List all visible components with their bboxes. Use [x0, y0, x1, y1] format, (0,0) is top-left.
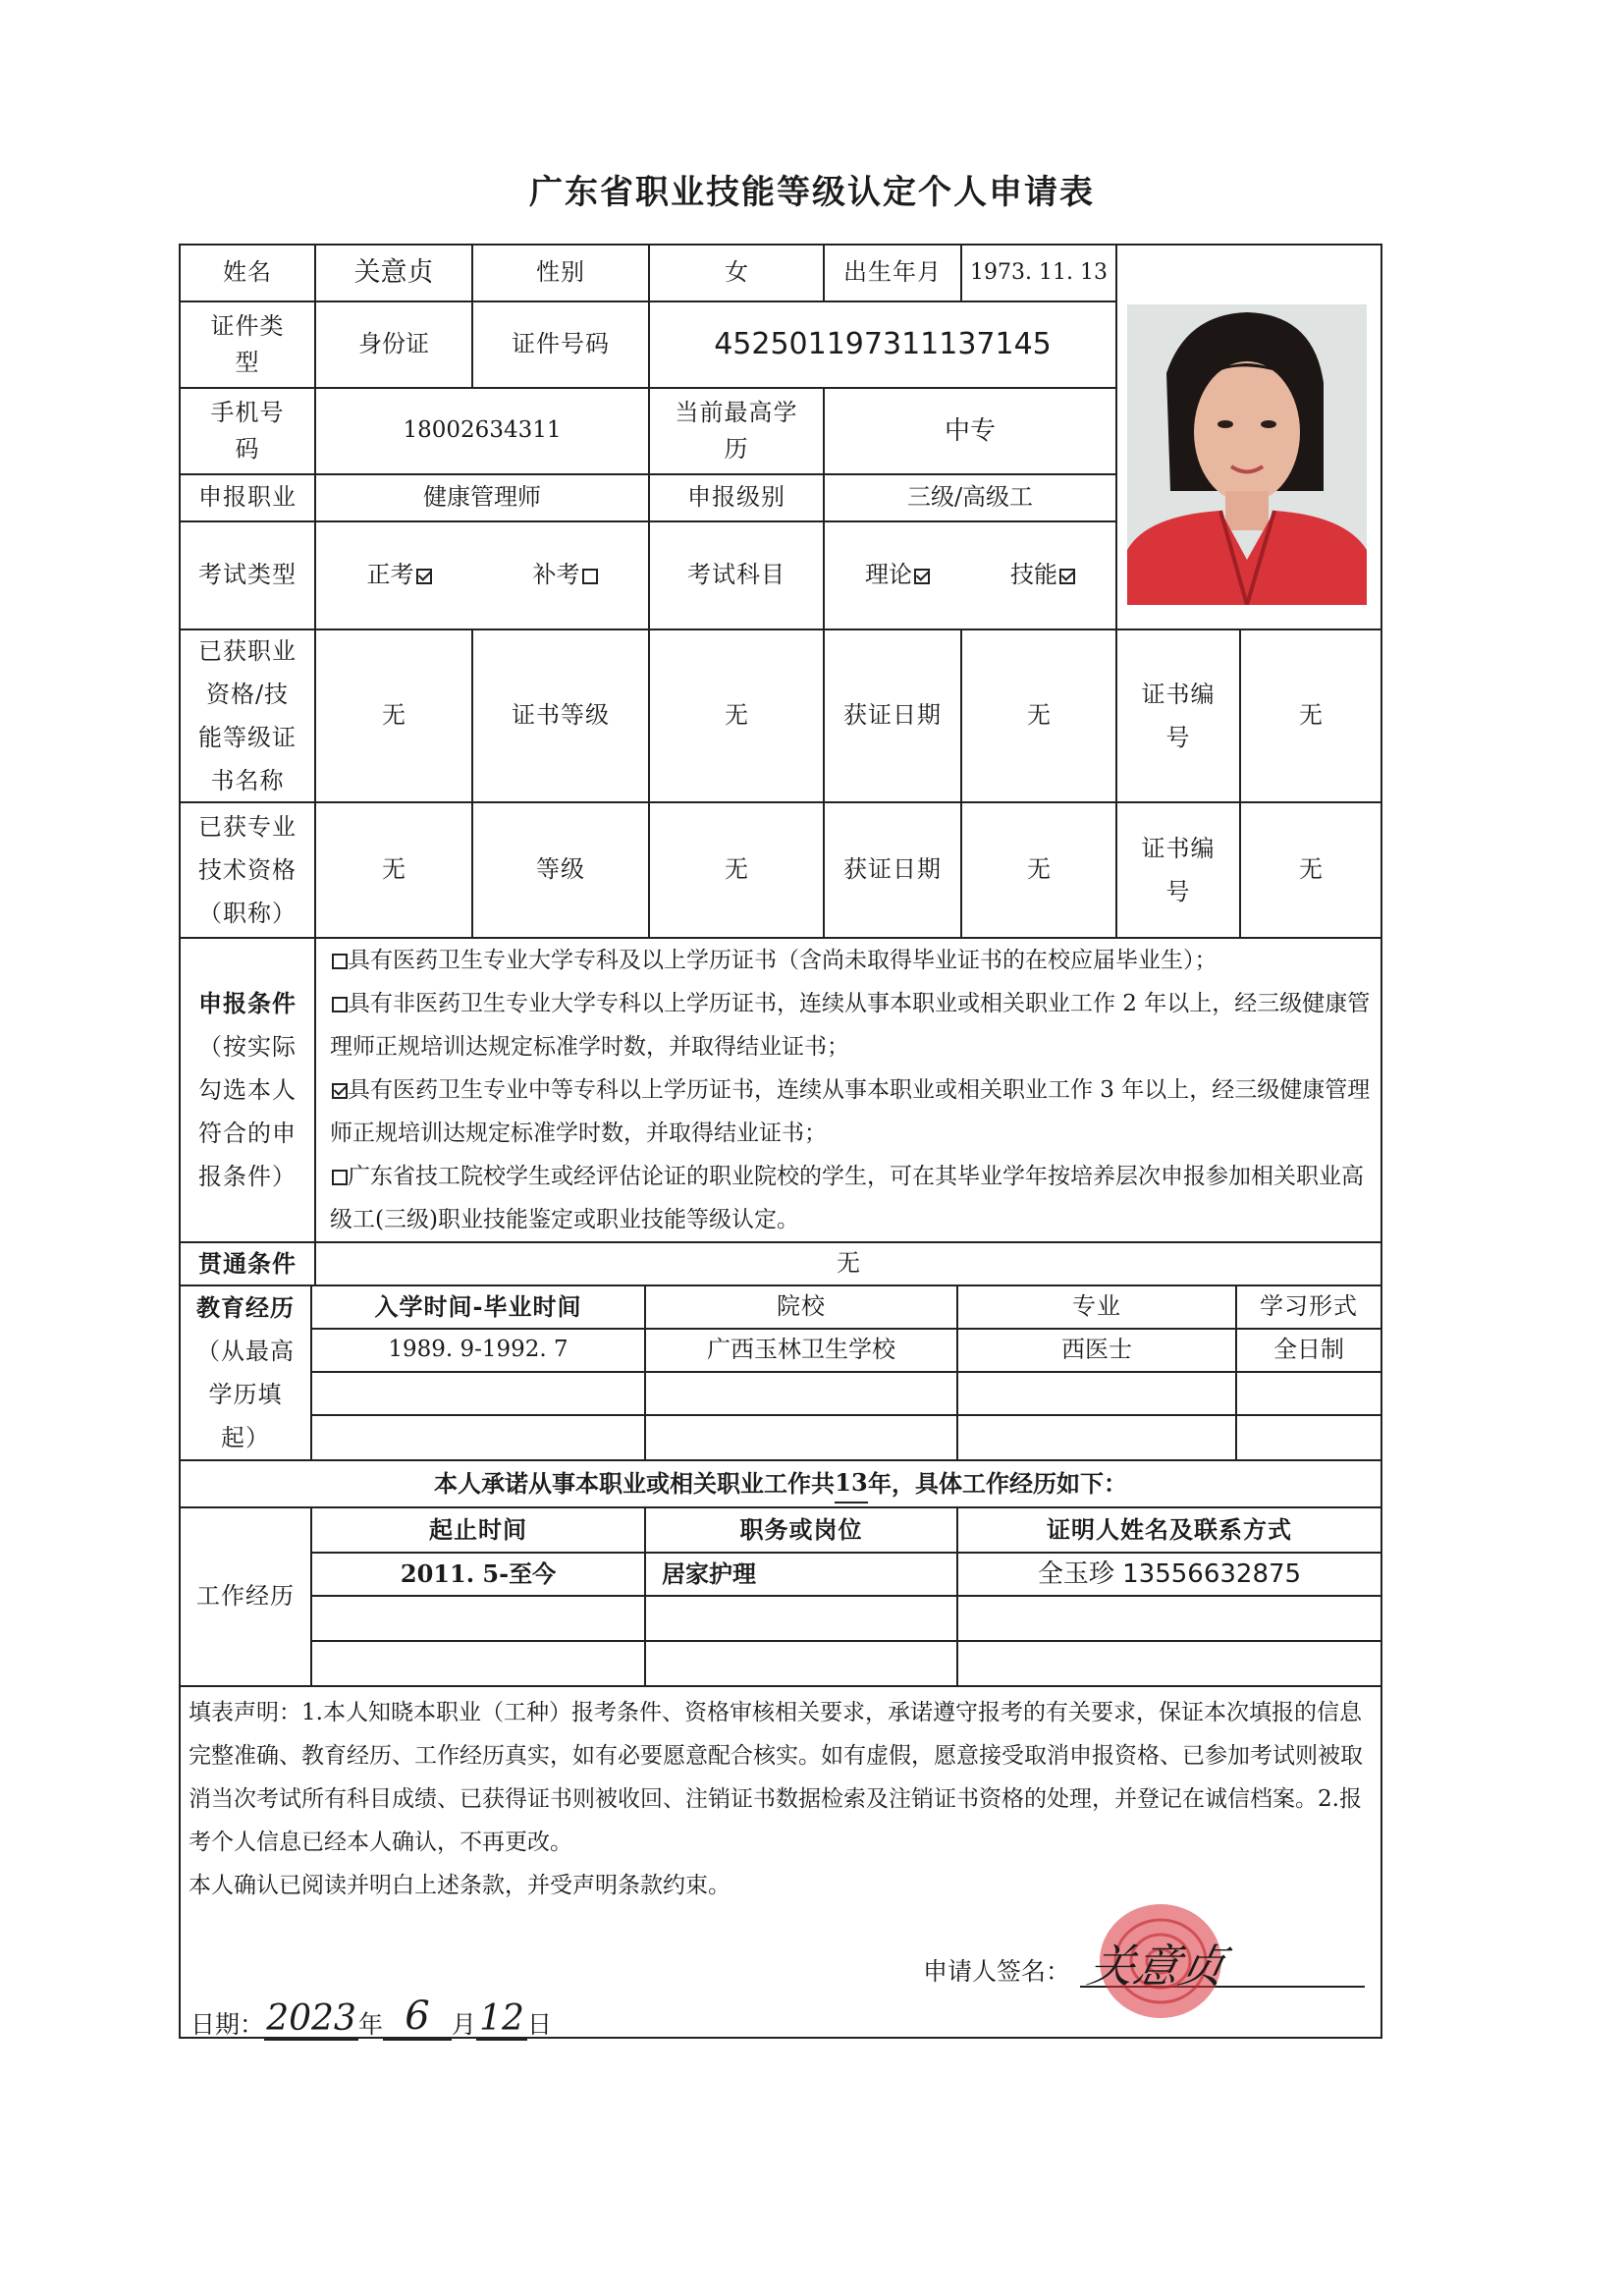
id-number-value[interactable]: 452501197311137145	[648, 301, 1117, 389]
work-row-2-reference[interactable]	[956, 1595, 1382, 1642]
work-row-2-period[interactable]	[310, 1595, 646, 1642]
condition-item[interactable]	[330, 1068, 1371, 1155]
name-label: 姓名	[179, 244, 316, 302]
edu-header-major: 专业	[956, 1285, 1237, 1330]
title-qual-number-value[interactable]: 无	[1239, 801, 1382, 939]
qualification-level-value[interactable]: 无	[648, 629, 825, 803]
edu-label-cell	[179, 1285, 312, 1461]
exam-skill-checkbox[interactable]	[1059, 569, 1075, 584]
date-year[interactable]: 2023	[264, 1998, 358, 2041]
occupation-label: 申报职业	[179, 473, 316, 522]
name-value[interactable]: 关意贞	[314, 244, 473, 302]
conditions-list	[330, 939, 1371, 1241]
education-label-text: 当前最高学历	[675, 398, 798, 463]
date-day[interactable]: 12	[476, 1998, 527, 2041]
condition-item[interactable]	[330, 939, 1371, 982]
cert-date-label: 获证日期	[823, 629, 962, 803]
signature-label: 申请人签名：	[923, 1957, 1071, 1986]
exam-skill-option[interactable]	[1010, 557, 1075, 593]
signature-value[interactable]: 关意贞	[1083, 1940, 1231, 1993]
edu-row-1-mode[interactable]: 全日制	[1235, 1328, 1382, 1373]
exam-makeup-label: 补考	[532, 561, 580, 589]
date-month-unit: 月	[452, 2010, 477, 2039]
title-cert-no-label	[1115, 801, 1241, 939]
edu-header-period: 入学时间-毕业时间	[310, 1285, 646, 1330]
id-type-label	[179, 301, 316, 389]
edu-row-3-period[interactable]	[310, 1414, 646, 1461]
condition-checkbox[interactable]	[332, 1083, 348, 1099]
exam-type-options	[314, 520, 650, 630]
qualification-label-text: 已获职业资格/技能等级证书名称	[198, 637, 297, 794]
edu-row-3-school[interactable]	[644, 1414, 958, 1461]
condition-checkbox[interactable]	[332, 954, 348, 969]
applicant-photo	[1127, 304, 1367, 605]
edu-header-mode: 学习形式	[1235, 1285, 1382, 1330]
work-pledge	[179, 1459, 1382, 1508]
work-row-1-reference[interactable]: 全玉珍 13556632875	[956, 1552, 1382, 1597]
condition-text: 具有医药卫生专业大学专科及以上学历证书（含尚未取得毕业证书的在校应届毕业生）；	[348, 948, 1218, 973]
level-label: 申报级别	[648, 473, 825, 522]
exam-makeup-option[interactable]	[533, 557, 598, 593]
cert-no-label-text: 证书编号	[1141, 681, 1216, 751]
grade-label: 等级	[471, 801, 650, 939]
edu-row-2-period[interactable]	[310, 1371, 646, 1416]
edu-row-1-major[interactable]: 西医士	[956, 1328, 1237, 1373]
exam-theory-label: 理论	[865, 561, 912, 589]
id-type-value[interactable]: 身份证	[314, 301, 473, 389]
exam-makeup-checkbox[interactable]	[582, 569, 598, 584]
conditions-note: （按实际勾选本人符合的申报条件）	[198, 1033, 297, 1190]
condition-item[interactable]	[330, 1155, 1371, 1241]
work-header-period: 起止时间	[310, 1506, 646, 1554]
through-value[interactable]: 无	[314, 1241, 1382, 1286]
qualification-number-value[interactable]: 无	[1239, 629, 1382, 803]
cert-no-label	[1115, 629, 1241, 803]
edu-row-1-school[interactable]: 广西玉林卫生学校	[644, 1328, 958, 1373]
date-day-unit: 日	[527, 2010, 553, 2039]
edu-row-3-mode[interactable]	[1235, 1414, 1382, 1461]
edu-row-3-major[interactable]	[956, 1414, 1237, 1461]
date-year-unit: 年	[358, 2010, 384, 2039]
condition-item[interactable]	[330, 982, 1371, 1068]
title-cert-no-label-text: 证书编号	[1141, 835, 1216, 905]
condition-text: 广东省技工院校学生或经评估论证的职业院校的学生，可在其毕业学年按培养层次申报参加相关职业高级工(三级)职业技能鉴定或职业技能等级认定。	[330, 1164, 1364, 1232]
exam-theory-checkbox[interactable]	[914, 569, 930, 584]
edu-note: （从最高学历填起）	[196, 1338, 295, 1451]
exam-type-label: 考试类型	[179, 520, 316, 630]
work-pledge-suffix: 年，具体工作经历如下：	[868, 1469, 1127, 1499]
condition-text: 具有非医药卫生专业大学专科以上学历证书，连续从事本职业或相关职业工作 2 年以上，经三级健康管理师正规培训达规定标准学时数，并取得结业证书；	[330, 991, 1371, 1060]
work-row-2-position[interactable]	[644, 1595, 958, 1642]
exam-subject-label: 考试科目	[648, 520, 825, 630]
level-value[interactable]: 三级/高级工	[823, 473, 1117, 522]
date-row	[190, 1994, 552, 2041]
date-label: 日期：	[190, 2010, 265, 2039]
exam-skill-label: 技能	[1010, 561, 1057, 589]
qualification-label	[179, 629, 316, 803]
phone-label	[179, 387, 316, 475]
title-qual-label-text: 已获专业技术资格（职称）	[198, 813, 297, 927]
exam-regular-checkbox[interactable]	[416, 569, 432, 584]
birth-label: 出生年月	[823, 244, 962, 302]
work-row-3-position[interactable]	[644, 1640, 958, 1687]
form-title: 广东省职业技能等级认定个人申请表	[529, 173, 1095, 212]
id-number-label: 证件号码	[471, 301, 650, 389]
id-type-label-text: 证件类型	[210, 311, 285, 376]
exam-regular-option[interactable]	[367, 557, 432, 593]
date-month[interactable]: 6	[383, 1994, 452, 2041]
exam-regular-label: 正考	[366, 561, 414, 589]
work-header-position: 职务或岗位	[644, 1506, 958, 1554]
title-qual-level-value[interactable]: 无	[648, 801, 825, 939]
declaration	[189, 1691, 1367, 1907]
condition-text: 具有医药卫生专业中等专科以上学历证书，连续从事本职业或相关职业工作 3 年以上，经三级健康管理师正规培训达规定标准学时数，并取得结业证书；	[330, 1077, 1371, 1146]
gender-label: 性别	[471, 244, 650, 302]
condition-checkbox[interactable]	[332, 997, 348, 1012]
title-qual-name-value[interactable]: 无	[314, 801, 473, 939]
occupation-value[interactable]: 健康管理师	[314, 473, 650, 522]
work-row-1-position[interactable]: 居家护理	[644, 1552, 958, 1597]
work-row-1-period[interactable]: 2011. 5-至今	[310, 1552, 646, 1597]
phone-label-text: 手机号码	[210, 398, 285, 463]
cert-level-label: 证书等级	[471, 629, 650, 803]
edu-row-1-period[interactable]: 1989. 9-1992. 7	[310, 1328, 646, 1373]
exam-subject-options	[823, 520, 1117, 630]
education-value[interactable]: 中专	[823, 387, 1117, 475]
edu-row-2-major[interactable]	[956, 1371, 1237, 1416]
declaration-confirm: 本人确认已阅读并明白上述条款，并受声明条款约束。	[189, 1873, 731, 1898]
declaration-text: 填表声明：1.本人知晓本职业（工种）报考条件、资格审核相关要求，承诺遵守报考的有关要求，保证本次填报的信息完整准确、教育经历、工作经历真实，如有必要愿意配合核实。如有虚假，愿意接受取消申报资格、已参加考试则被取消当次考试所有科目成绩、已获得证书则被收回、注销证书数据检索及注销证书资格的处理，并登记在诚信档案。2.报考个人信息已经本人确认，不再更改。	[189, 1700, 1363, 1855]
through-label: 贯通条件	[179, 1241, 316, 1286]
work-row-3-period[interactable]	[310, 1640, 646, 1687]
work-years-value[interactable]: 13	[835, 1464, 868, 1503]
education-label	[648, 387, 825, 475]
work-header-reference: 证明人姓名及联系方式	[956, 1506, 1382, 1554]
work-pledge-prefix: 本人承诺从事本职业或相关职业工作共	[434, 1469, 835, 1499]
work-label: 工作经历	[179, 1506, 312, 1687]
conditions-label: 申报条件	[198, 989, 297, 1017]
edu-header-school: 院校	[644, 1285, 958, 1330]
work-row-3-reference[interactable]	[956, 1640, 1382, 1687]
condition-checkbox[interactable]	[332, 1170, 348, 1185]
exam-theory-option[interactable]	[865, 557, 930, 593]
conditions-label-cell	[179, 937, 316, 1243]
birth-value[interactable]: 1973. 11. 13	[960, 244, 1117, 302]
edu-label: 教育经历	[196, 1293, 295, 1322]
title-cert-date-label: 获证日期	[823, 801, 962, 939]
edu-row-2-school[interactable]	[644, 1371, 958, 1416]
gender-value[interactable]: 女	[648, 244, 825, 302]
phone-value[interactable]: 18002634311	[314, 387, 650, 475]
title-qual-label	[179, 801, 316, 939]
edu-row-2-mode[interactable]	[1235, 1371, 1382, 1416]
title-qual-date-value[interactable]: 无	[960, 801, 1117, 939]
qualification-name-value[interactable]: 无	[314, 629, 473, 803]
qualification-date-value[interactable]: 无	[960, 629, 1117, 803]
applicant-photo-image	[1127, 304, 1367, 605]
